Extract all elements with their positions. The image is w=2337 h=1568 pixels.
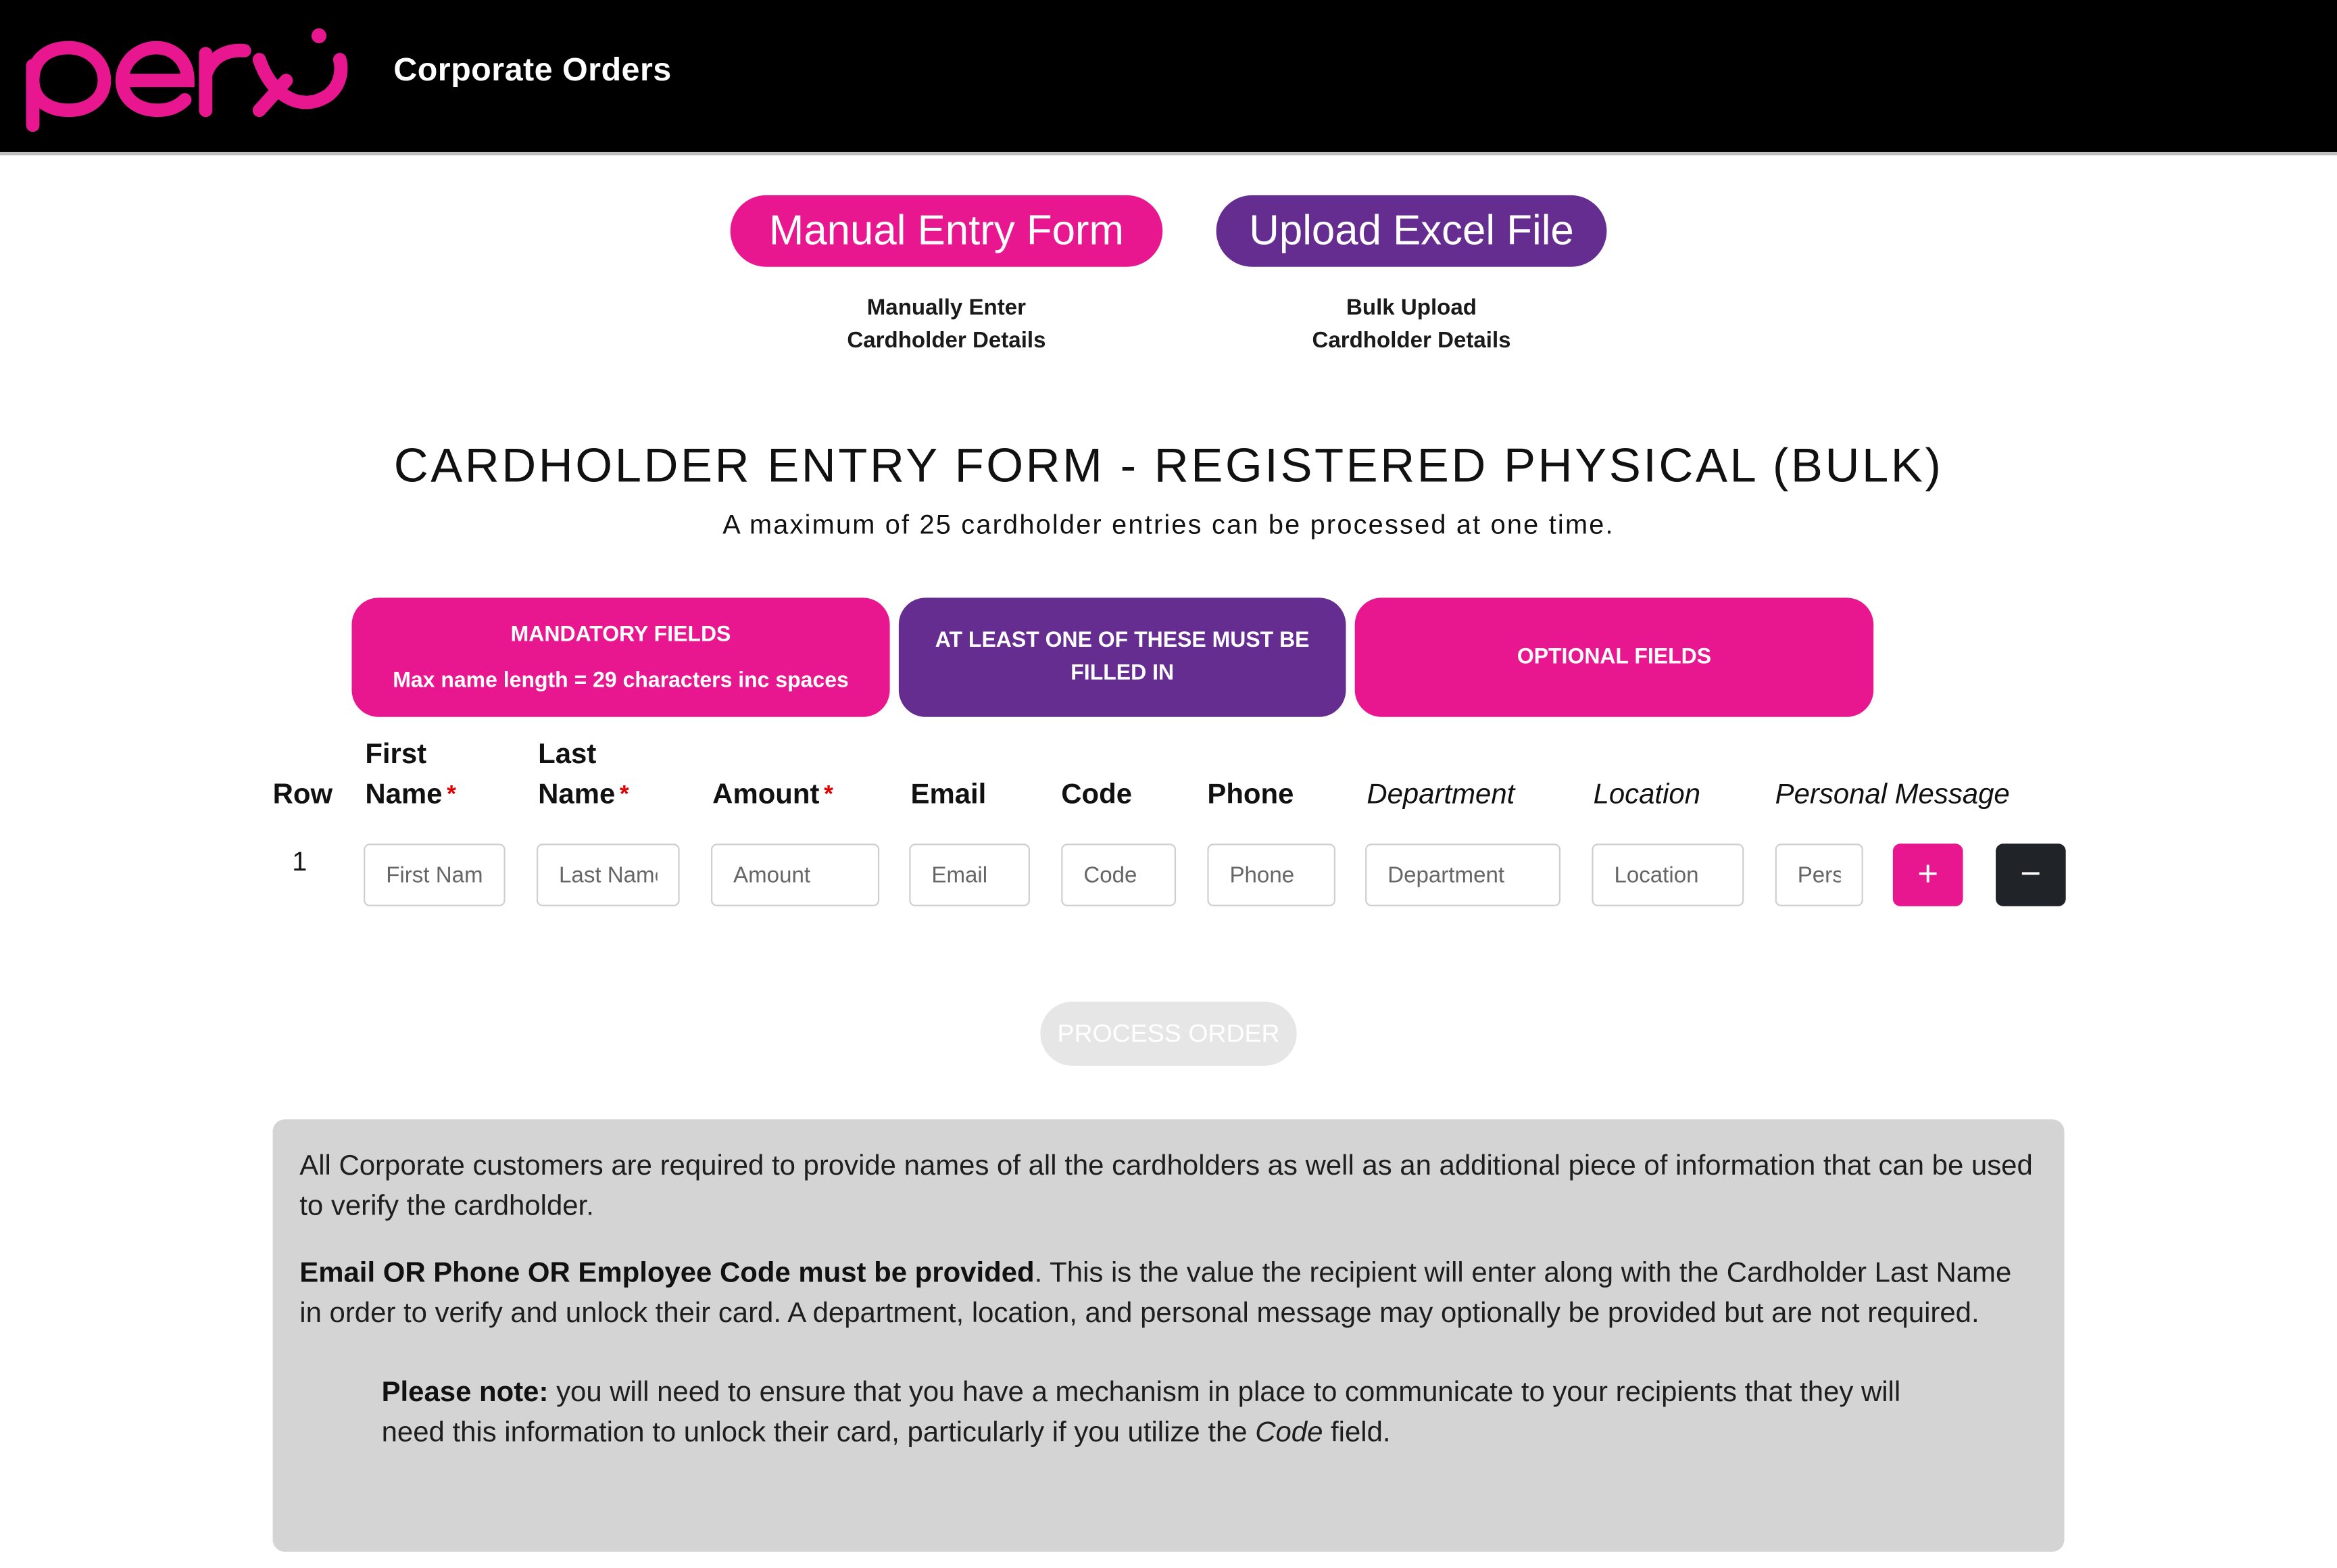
first-name-input[interactable] bbox=[364, 843, 506, 906]
required-asterisk: * bbox=[824, 782, 833, 808]
phone-input[interactable] bbox=[1207, 843, 1335, 906]
upload-caption-line1: Bulk Upload bbox=[1346, 295, 1477, 321]
manual-entry-form-button[interactable]: Manual Entry Form bbox=[731, 195, 1163, 267]
mandatory-fields-group bbox=[351, 597, 889, 716]
code-input[interactable] bbox=[1061, 843, 1176, 906]
row-number: 1 bbox=[292, 846, 308, 877]
form-subtitle: A maximum of 25 cardholder entries can be processed at one time. bbox=[722, 510, 1615, 540]
col-header-email: Email bbox=[910, 779, 987, 811]
mandatory-fields-label: MANDATORY FIELDS bbox=[510, 622, 731, 647]
manual-caption-line1: Manually Enter bbox=[866, 295, 1027, 321]
note-end: field. bbox=[1323, 1417, 1391, 1449]
col-header-first-name bbox=[365, 735, 456, 815]
info-paragraph-2 bbox=[299, 1254, 2037, 1334]
col-header-phone: Phone bbox=[1207, 779, 1294, 811]
info-paragraph-1: All Corporate customers are required to provide names of all the cardholders as well as an additional piece of information that can be used to verify the cardholder. bbox=[299, 1150, 2033, 1223]
note-text: you will need to ensure that you have a mechanism in place to communicate to your recipients that they will need this information to unlock their card, particularly if you utilize the bbox=[381, 1377, 1901, 1449]
col-header-last-name bbox=[538, 735, 629, 815]
note-code-word: Code bbox=[1255, 1417, 1323, 1449]
amount-input[interactable] bbox=[711, 843, 879, 906]
max-name-length-note: Max name length = 29 characters inc spaces bbox=[393, 669, 849, 693]
upload-caption-line2: Cardholder Details bbox=[1312, 328, 1511, 353]
upload-caption bbox=[1240, 292, 1583, 358]
note-label: Please note: bbox=[381, 1377, 549, 1409]
last-name-input[interactable] bbox=[537, 843, 680, 906]
info-paragraph-2-rest: . This is the value the recipient will enter along with the Cardholder Last Name in order to verify and unlock their card. A department, location, and personal message may optionally be provided but are not required. bbox=[299, 1258, 2012, 1330]
personal-message-input[interactable] bbox=[1775, 843, 1863, 906]
col-header-code: Code bbox=[1061, 779, 1133, 811]
first-name-header-line1: First bbox=[365, 739, 427, 771]
form-title: CARDHOLDER ENTRY FORM - REGISTERED PHYSICAL (BULK) bbox=[393, 438, 1944, 492]
optional-fields-group bbox=[1355, 597, 1873, 716]
minus-icon: − bbox=[2020, 854, 2042, 895]
info-panel bbox=[273, 1119, 2065, 1552]
info-paragraph-2-bold: Email OR Phone OR Employee Code must be provided bbox=[299, 1258, 1035, 1290]
amount-header-label: Amount bbox=[712, 779, 820, 811]
required-asterisk: * bbox=[447, 782, 456, 808]
first-name-header-line2: Name bbox=[365, 779, 443, 811]
col-header-row: Row bbox=[272, 779, 333, 811]
col-header-department: Department bbox=[1367, 779, 1515, 811]
last-name-header-line2: Name bbox=[538, 779, 616, 811]
col-header-amount bbox=[712, 775, 833, 816]
perx-logo[interactable] bbox=[21, 21, 349, 134]
department-input[interactable] bbox=[1365, 843, 1560, 906]
add-row-button[interactable] bbox=[1893, 843, 1963, 906]
last-name-header-line1: Last bbox=[538, 739, 597, 771]
remove-row-button[interactable] bbox=[1996, 843, 2066, 906]
optional-fields-label: OPTIONAL FIELDS bbox=[1517, 645, 1712, 670]
info-note bbox=[382, 1373, 1948, 1453]
col-header-personal-message: Personal Message bbox=[1775, 779, 2010, 811]
col-header-location: Location bbox=[1593, 779, 1701, 811]
email-input[interactable] bbox=[909, 843, 1030, 906]
at-least-one-label-line1: AT LEAST ONE OF THESE MUST BE bbox=[935, 629, 1310, 653]
required-asterisk: * bbox=[619, 782, 629, 808]
location-input[interactable] bbox=[1592, 843, 1744, 906]
at-least-one-group bbox=[899, 597, 1346, 716]
manual-caption-line2: Cardholder Details bbox=[847, 328, 1046, 353]
process-order-button[interactable]: PROCESS ORDER bbox=[1040, 1002, 1296, 1066]
upload-excel-file-button[interactable]: Upload Excel File bbox=[1216, 195, 1607, 267]
header-title: Corporate Orders bbox=[393, 50, 672, 89]
manual-entry-caption bbox=[775, 292, 1118, 358]
top-header bbox=[0, 0, 2337, 155]
at-least-one-label-line2: FILLED IN bbox=[1071, 662, 1175, 686]
plus-icon: + bbox=[1917, 854, 1939, 895]
